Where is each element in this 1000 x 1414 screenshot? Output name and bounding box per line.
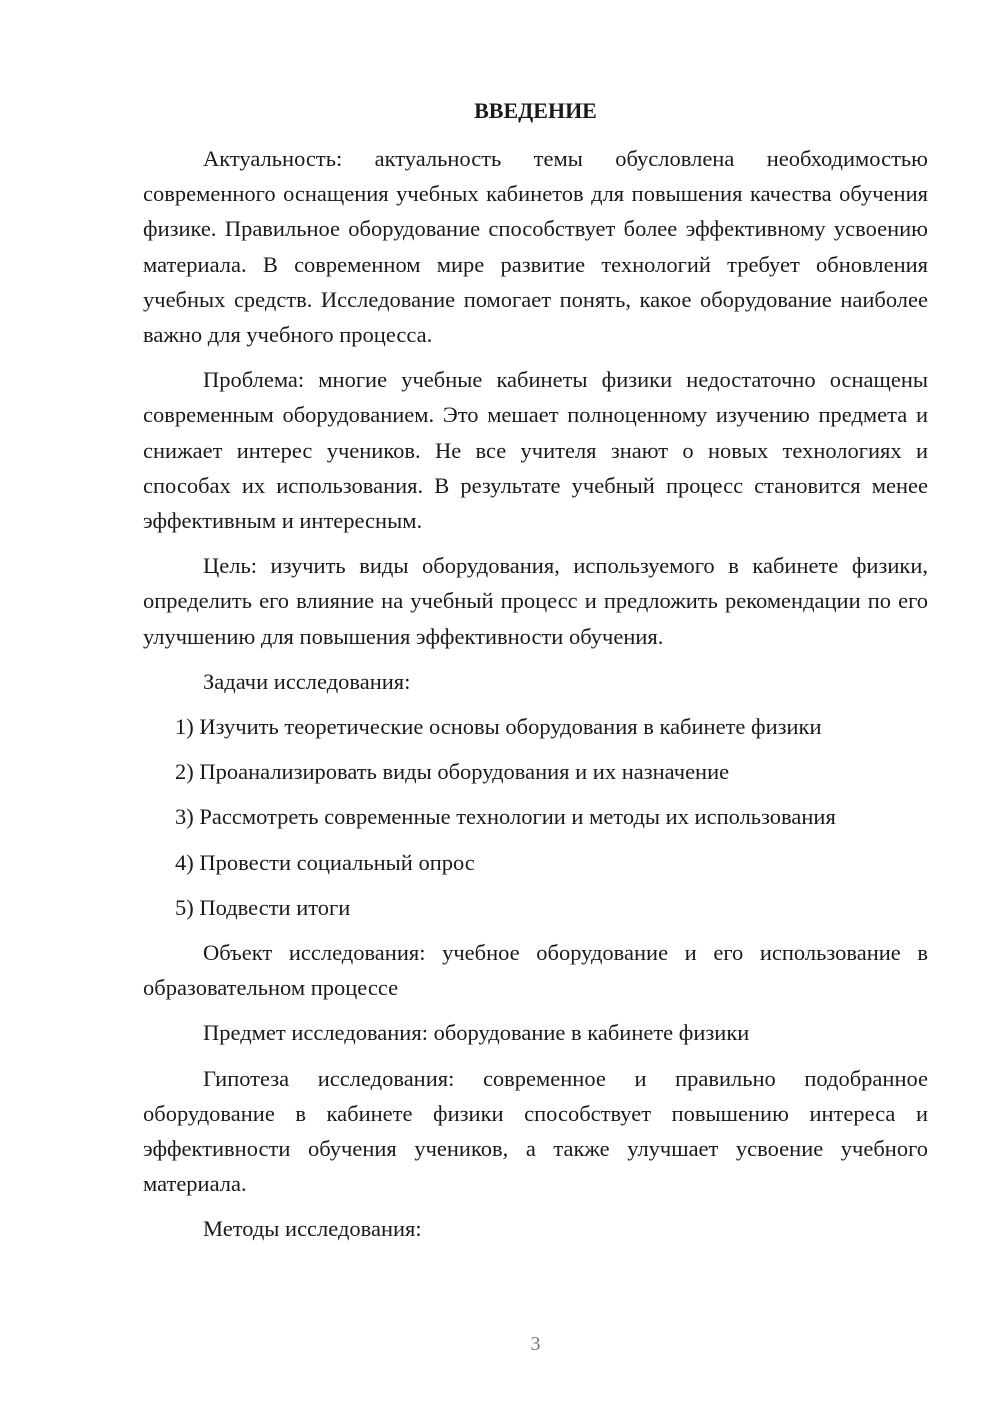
page-number: 3 <box>530 1333 541 1355</box>
problem-paragraph: Проблема: многие учебные кабинеты физики недостаточно оснащены современным оборудованием. Это мешает полноценному изучению предмета и снижает интерес учеников. Не все учителя знают о новых технологиях и способах их использования. В результате учебный процесс становится менее эффективным и интересным. <box>143 367 928 534</box>
task-item: 3) Рассмотреть современные технологии и методы их использования <box>175 804 836 830</box>
subject-paragraph: Предмет исследования: оборудование в кабинете физики <box>203 1020 750 1046</box>
document-page <box>143 0 928 1414</box>
tasks-heading: Задачи исследования: <box>203 668 411 694</box>
task-item: 1) Изучить теоретические основы оборудования в кабинете физики <box>175 714 822 740</box>
tasks-list <box>143 709 928 925</box>
methods-heading: Методы исследования: <box>203 1216 422 1242</box>
hypothesis-paragraph: Гипотеза исследования: современное и правильно подобранное оборудование в кабинете физики способствует повышению интереса и эффективности обучения учеников, а также улучшает усвоение учебного материала. <box>143 1065 928 1197</box>
task-item: 2) Проанализировать виды оборудования и их назначение <box>175 759 730 785</box>
section-title: ВВЕДЕНИЕ <box>474 98 597 123</box>
task-item: 4) Провести социальный опрос <box>175 849 475 875</box>
document-body <box>143 141 928 1257</box>
relevance-paragraph: Актуальность: актуальность темы обусловлена необходимостью современного оснащения учебных кабинетов для повышения качества обучения физике. Правильное оборудование способствует более эффективному усвоению материала. В современном мире развитие технологий требует обновления учебных средств. Исследование помогает понять, какое оборудование наиболее важно для учебного процесса. <box>143 146 928 348</box>
goal-paragraph: Цель: изучить виды оборудования, используемого в кабинете физики, определить его влияние на учебный процесс и предложить рекомендации по его улучшению для повышения эффективности обучения. <box>143 553 928 649</box>
object-paragraph: Объект исследования: учебное оборудование и его использование в образовательном процессе <box>143 940 928 1001</box>
task-item: 5) Подвести итоги <box>175 894 351 920</box>
